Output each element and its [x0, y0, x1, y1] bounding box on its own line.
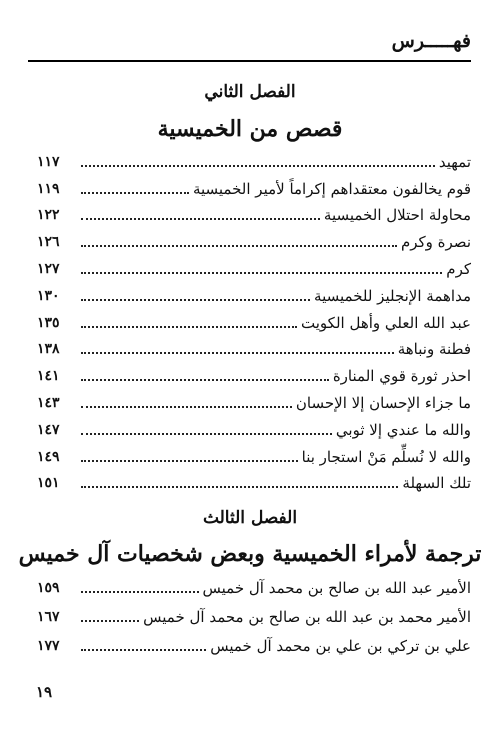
dot-leader	[81, 460, 298, 462]
toc-entry	[37, 145, 471, 172]
dot-leader	[81, 192, 189, 194]
dot-leader	[81, 165, 435, 167]
toc-entry-title: محاولة احتلال الخميسية	[323, 206, 471, 225]
chapter2-title: قصص من الخميسية	[157, 116, 343, 142]
toc-entry-title: نصرة وكرم	[400, 233, 471, 252]
dot-leader	[81, 272, 442, 274]
toc-page-number: ١١٧	[37, 153, 60, 170]
toc-entry-title: والله ما عندي إلا ثوبي	[335, 420, 471, 439]
toc-page-number: ١٣٨	[37, 341, 60, 358]
toc-entry	[37, 598, 471, 627]
toc-page-number: ١٢٦	[37, 234, 60, 251]
toc-entry	[37, 306, 471, 333]
page-number: ١٩	[36, 683, 53, 701]
toc-entry	[37, 333, 471, 360]
dot-leader	[81, 218, 320, 220]
toc-page-number: ١٥٩	[37, 580, 60, 596]
toc-entry	[37, 279, 471, 306]
header-title: فهـــــرس	[391, 30, 471, 52]
toc-entry-title: عبد الله العلي وأهل الكويت	[301, 313, 471, 332]
dot-leader	[81, 620, 139, 622]
toc-page-number: ١٢٢	[37, 207, 60, 224]
dot-leader	[81, 379, 329, 381]
dot-leader	[81, 486, 398, 488]
toc-page-number: ١٣٠	[37, 287, 60, 304]
toc-entry-title: علي بن تركي بن علي بن محمد آل خميس	[210, 637, 471, 655]
toc-page-number: ١٦٧	[37, 609, 60, 625]
toc-entry-title: الأمير عبد الله بن صالح بن محمد آل خميس	[202, 579, 471, 597]
toc-entry	[37, 172, 471, 199]
dot-leader	[81, 591, 199, 593]
toc-page-number: ١٤٧	[37, 421, 60, 438]
dot-leader	[81, 245, 397, 247]
toc-entry	[37, 627, 471, 656]
toc-page-number: ١٤١	[37, 368, 60, 385]
toc-entry-title: فطنة ونباهة	[397, 340, 471, 359]
toc-entry-title: كرم	[446, 259, 471, 278]
toc-entry-title: ما جزاء الإحسان إلا الإحسان	[295, 393, 471, 412]
toc-page-number: ١٧٧	[37, 638, 60, 654]
toc-page-number: ١٣٥	[37, 314, 60, 331]
toc-page-number: ١٤٩	[37, 448, 60, 465]
dot-leader	[81, 406, 292, 408]
header-rule	[28, 60, 471, 62]
dot-leader	[81, 352, 394, 354]
chapter2-toc	[37, 145, 471, 493]
toc-entry	[37, 440, 471, 467]
toc-page-number: ١٤٣	[37, 394, 60, 411]
toc-entry	[37, 225, 471, 252]
dot-leader	[81, 649, 206, 651]
toc-entry-title: مداهمة الإنجليز للخميسية	[314, 286, 471, 305]
toc-page-number: ١٥١	[37, 475, 60, 492]
toc-entry	[37, 386, 471, 413]
toc-entry	[37, 467, 471, 494]
toc-entry-title: والله لا نُسلِّم مَنْ استجار بنا	[301, 447, 471, 466]
chapter2-label: الفصل الثاني	[204, 82, 296, 102]
toc-entry-title: احذر ثورة قوي المنارة	[332, 367, 471, 386]
dot-leader	[81, 326, 297, 328]
chapter3-title: ترجمة لأمراء الخميسية وبعض شخصيات آل خميس	[18, 541, 482, 567]
toc-entry-title: تمهيد	[438, 152, 471, 171]
chapter3-toc	[37, 569, 471, 656]
toc-entry	[37, 413, 471, 440]
toc-entry	[37, 199, 471, 226]
toc-entry-title: الأمير محمد بن عبد الله بن صالح بن محمد آل خميس	[143, 608, 471, 626]
toc-page-number: ١١٩	[37, 180, 60, 197]
toc-entry	[37, 359, 471, 386]
dot-leader	[81, 433, 332, 435]
toc-entry	[37, 569, 471, 598]
toc-entry-title: تلك السهلة	[402, 474, 471, 493]
toc-entry-title: قوم يخالفون معتقداهم إكراماً لأمير الخميسية	[192, 179, 471, 198]
chapter3-label: الفصل الثالث	[202, 508, 298, 528]
toc-page-number: ١٢٧	[37, 260, 60, 277]
page-header	[28, 30, 471, 62]
toc-entry	[37, 252, 471, 279]
dot-leader	[81, 299, 310, 301]
